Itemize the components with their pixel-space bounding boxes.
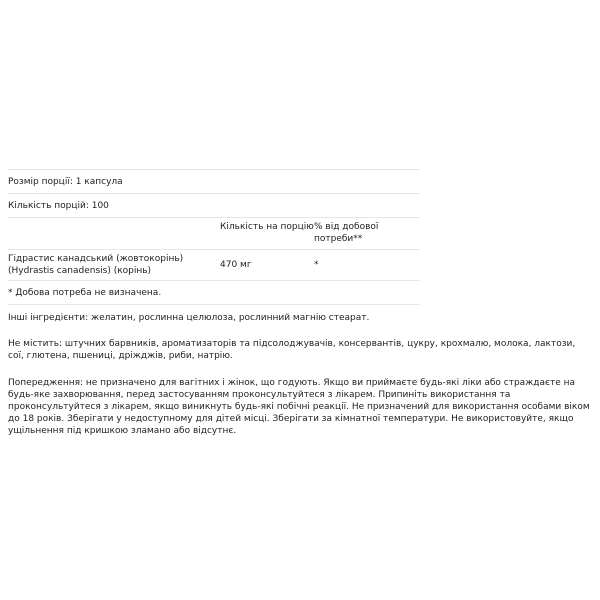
- header-amount-cell: Кількість на порцію: [220, 222, 314, 232]
- ingredient-name-cell: Гідрастис канадський (жовтокорінь) (Hydrastis canadensis) (корінь): [8, 254, 184, 276]
- supplement-facts-table: [8, 169, 420, 305]
- serving-size-text: Розмір порції: 1 капсула: [8, 177, 123, 187]
- free-from-paragraph: Не містить: штучних барвників, ароматизаторів та підсолоджувачів, консервантів, цукру, крохмалю, молока, лактози, сої, глютена, пшениці, дріжджів, риби, натрію.: [8, 339, 576, 361]
- ingredient-daily-value-cell: [314, 253, 420, 277]
- ingredient-amount-cell: [220, 253, 314, 277]
- serving-size-row: [8, 170, 420, 194]
- table-header-row: [8, 218, 420, 250]
- warning-paragraph: Попередження: не призначено для вагітних і жінок, що годують. Якщо ви приймаєте будь-які ліки або страждаєте на будь-яке захворювання, перед застосуванням проконсультуйтеся з лікарем. Припиніть використання та проконсультуйтеся з лікарем, якщо виникнуть будь-які побічні реакції. Не призначений для використання особами віком до 18 років. Зберігати у недоступному для дітей місці. Зберігати за кімнатної температури. Не використовуйте, якщо ущільнення під кришкою зламано або відсутнє.: [8, 378, 590, 436]
- header-name-cell: [8, 221, 220, 245]
- servings-count-row: [8, 194, 420, 218]
- ingredient-amount-text: 470 мг: [220, 260, 252, 270]
- footnote-text: * Добова потреба не визначена.: [8, 288, 162, 298]
- footnote-row: [8, 281, 420, 305]
- other-ingredients-paragraph: Інші інгредієнти: желатин, рослинна целюлоза, рослинний магнію стеарат.: [8, 313, 370, 323]
- ingredient-daily-value-text: *: [314, 260, 319, 270]
- supplement-facts-document: [8, 169, 592, 437]
- header-daily-value-cell: % від добової потреби**: [314, 222, 379, 244]
- table-row: [8, 250, 420, 281]
- servings-count-text: Кількість порцій: 100: [8, 201, 109, 211]
